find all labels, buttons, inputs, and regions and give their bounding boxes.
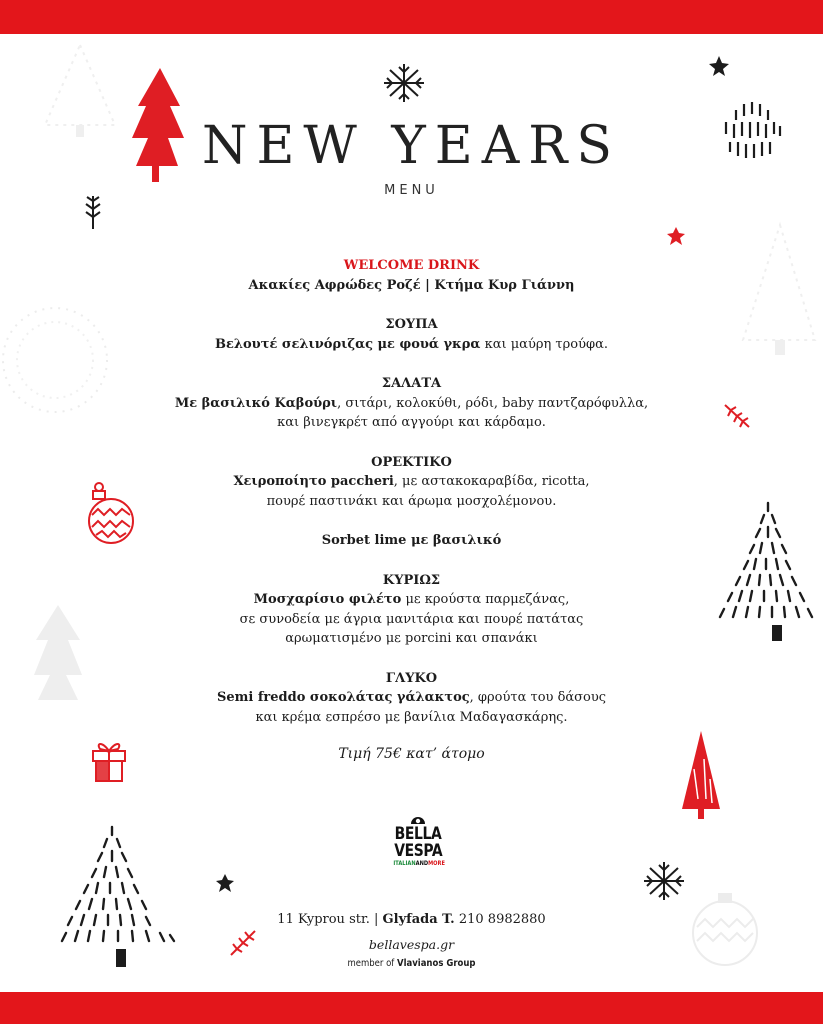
- logo-tag-more: MORE: [428, 860, 445, 867]
- dessert-dish-name: Semi freddo σοκολάτας γάλακτος: [216, 690, 470, 705]
- logo-word-bella: BELLA: [394, 824, 442, 844]
- website-link[interactable]: bellavespa.gr: [368, 937, 455, 952]
- menu-section-main: [150, 571, 673, 649]
- faint-circle-left-icon: [0, 300, 120, 420]
- main-dish-name: Μοσχαρίσιο φιλέτο: [253, 592, 402, 607]
- red-bauble-ornament-icon: [86, 481, 136, 549]
- top-red-band: [0, 0, 823, 34]
- red-tree-right-icon: [680, 729, 722, 821]
- menu-section-salad: [150, 374, 673, 433]
- main-description: με κρούστα παρμεζάνας,: [401, 592, 570, 607]
- section-title-welcome: WELCOME DRINK: [343, 258, 480, 273]
- faint-tree-left-icon: [30, 600, 85, 715]
- leaf-sprig-top-left-icon: [84, 193, 102, 231]
- soup-description: και μαύρη τρούφα.: [480, 336, 608, 352]
- page-subtitle: MENU: [384, 183, 439, 198]
- bottom-red-band: [0, 992, 823, 1024]
- red-star-right-icon: [666, 226, 686, 246]
- member-group-name: Vlavianos Group: [397, 958, 476, 969]
- appetizer-description-line2: πουρέ παστινάκι και άρωμα μοσχολέμονου.: [266, 493, 557, 509]
- appetizer-dish-name: Χειροποίητο paccheri: [233, 474, 394, 489]
- logo-tag-and: AND: [415, 860, 429, 867]
- logo-tagline: [393, 860, 445, 868]
- sorbet-item: Sorbet lime με βασιλικό: [321, 533, 502, 548]
- salad-description-line2: και βινεγκρέτ από αγγούρι και κάρδαμο.: [277, 415, 546, 430]
- main-item: [150, 590, 673, 610]
- black-star-bottom-left-icon: [215, 873, 235, 893]
- logo-word-vespa: VESPA: [394, 841, 443, 861]
- welcome-drink-name: Ακακίες Αφρώδες Ροζέ | Κτήμα Κυρ Γιάννη: [248, 277, 575, 293]
- menu-section-welcome: [150, 256, 673, 295]
- appetizer-description: , με αστακοκαραβίδα, ricotta,: [393, 474, 590, 489]
- red-gift-box-icon: [90, 737, 128, 785]
- menu-section-soup: [150, 315, 673, 354]
- dessert-description: , φρούτα του δάσους: [469, 690, 607, 705]
- appetizer-item: [150, 472, 673, 492]
- section-title-main: ΚΥΡΙΩΣ: [382, 572, 441, 588]
- welcome-drink-item: [150, 276, 673, 296]
- address-line: [0, 912, 823, 927]
- price-per-person: Τιμή 75€ κατ’ άτομο: [338, 746, 485, 762]
- member-prefix: member of: [347, 958, 398, 969]
- salad-description: , σιτάρι, κολοκύθι, ρόδι, baby παντζαρόφυλλα,: [337, 395, 649, 411]
- address-street: 11 Kyprou str. |: [277, 912, 383, 927]
- dessert-item: [150, 688, 673, 708]
- faint-tree-right-icon: [735, 220, 820, 360]
- soup-item: [150, 335, 673, 355]
- menu-section-sorbet: [150, 531, 673, 551]
- main-description-line2: σε συνοδεία με άγρια μανιτάρια και πουρέ πατάτας: [239, 611, 584, 627]
- sketch-tree-right-icon: [714, 497, 822, 645]
- address-phone: 210 8982880: [454, 912, 546, 927]
- section-title-dessert: ΓΛΥΚΟ: [385, 670, 438, 686]
- logo-tag-italian: ITALIAN: [393, 860, 416, 867]
- section-title-appetizer: ΟΡΕΚΤΙΚΟ: [371, 454, 452, 470]
- snowflake-bottom-right-icon: [640, 860, 688, 902]
- dessert-description-line2: και κρέμα εσπρέσο με βανίλια Μαδαγασκάρης.: [255, 709, 568, 725]
- salad-item: [150, 394, 673, 414]
- menu-section-dessert: [150, 669, 673, 728]
- address-city: Glyfada T.: [382, 912, 455, 927]
- member-of-line: [62, 958, 762, 969]
- menu-list: [150, 256, 673, 765]
- menu-section-appetizer: [150, 453, 673, 512]
- section-title-salad: ΣΑΛΑΤΑ: [381, 376, 442, 391]
- section-title-soup: ΣΟΥΠΑ: [385, 317, 438, 332]
- snowflake-top-icon: [380, 62, 428, 104]
- salad-dish-name: Με βασιλικό Καβούρι: [174, 395, 338, 411]
- page-title: NEW YEARS: [201, 116, 622, 176]
- main-description-line3: αρωματισμένο με porcini και σπανάκι: [285, 631, 538, 646]
- black-star-top-right-icon: [708, 55, 730, 77]
- bella-vespa-logo: [389, 815, 447, 868]
- red-sprig-right-icon: [722, 402, 752, 430]
- soup-dish-name: Βελουτέ σελινόριζας με φουά γκρα: [215, 336, 481, 352]
